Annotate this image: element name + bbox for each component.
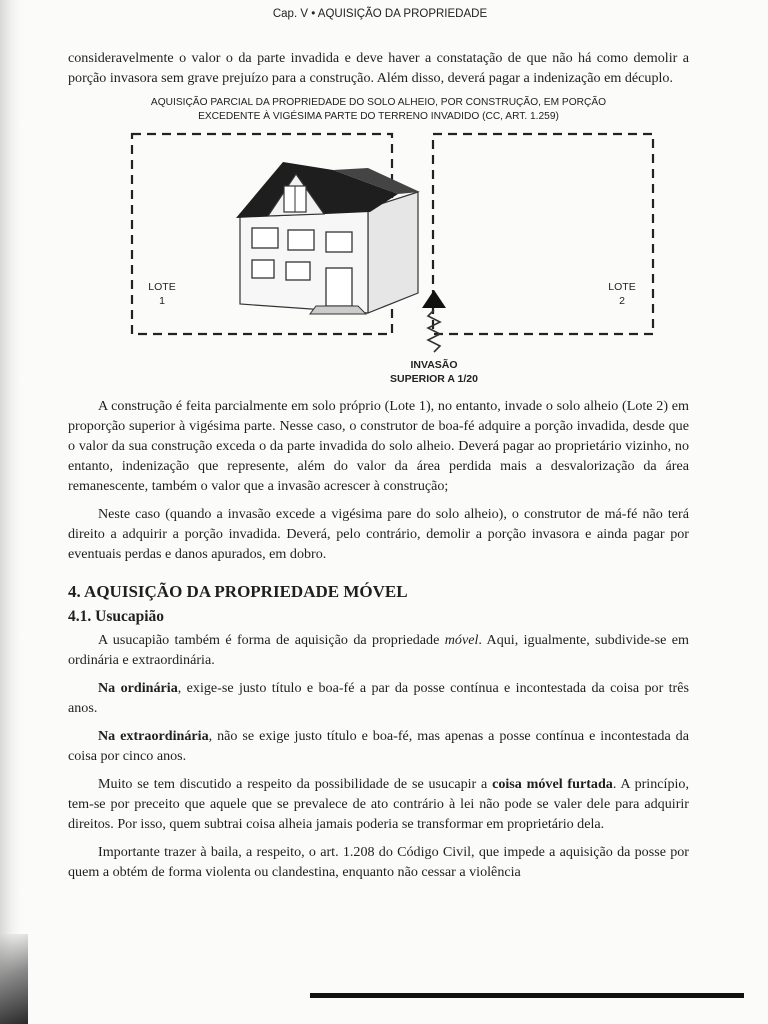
lot-1-label-text: LOTE xyxy=(148,281,176,293)
usucapiao-text-b: . Aqui, igualmente, subdivide-se em ordinária e extraordinária. xyxy=(68,632,689,668)
usucapiao-text-a: A usucapião também é forma de aquisição da propriedade xyxy=(98,632,445,648)
page-content xyxy=(68,48,689,882)
running-head: Cap. V • AQUISIÇÃO DA PROPRIEDADE xyxy=(272,8,488,20)
lot-2-label xyxy=(602,280,642,308)
extraordinaria-text: , não se exige justo título e boa-fé, mas apenas a posse contínua e incontestada da coisa por cinco anos. xyxy=(68,728,689,764)
invasion-label xyxy=(354,358,514,386)
subsection-heading: 4.1. Usucapião xyxy=(68,608,165,625)
paragraph-bad-faith: Neste caso (quando a invasão excede a vigésima pare do solo alheio), o construtor de má-fé não terá direito a adquirir a porção invadida. Deverá, pelo contrário, demolir a porção invasora e ainda pagar por eventuais perdas e danos apurados, em dobro. xyxy=(68,506,689,562)
paragraph-coisa-furtada xyxy=(68,774,689,834)
figure-caption-line-2: EXCEDENTE À VIGÉSIMA PARTE DO TERRENO INVADIDO (CC, ART. 1.259) xyxy=(198,111,559,122)
section-heading: 4. AQUISIÇÃO DA PROPRIEDADE MÓVEL xyxy=(68,582,408,601)
usucapiao-emphasis: móvel xyxy=(444,632,479,648)
lot-2-number: 2 xyxy=(619,295,625,307)
invasion-arrow-head xyxy=(422,290,446,308)
paragraph-usucapiao xyxy=(68,630,689,670)
figure-caption xyxy=(88,96,669,124)
intro-paragraph: consideravelmente o valor o da parte invadida e deve haver a constatação de que não há como demolir a porção invasora sem grave prejuízo para a construção. Além disso, deverá pagar a indenização em décuplo. xyxy=(68,50,689,86)
paragraph-ordinaria xyxy=(68,678,689,718)
house-door xyxy=(326,268,352,306)
figure-caption-line-1: AQUISIÇÃO PARCIAL DA PROPRIEDADE DO SOLO ALHEIO, POR CONSTRUÇÃO, EM PORÇÃO xyxy=(150,97,607,108)
house-step xyxy=(310,306,366,314)
furtada-term: coisa móvel furtada xyxy=(492,776,613,792)
invasion-label-line-2: SUPERIOR A 1/20 xyxy=(390,373,478,385)
extraordinaria-term: Na extraordinária xyxy=(98,728,209,744)
invasion-arrow-stem xyxy=(428,310,440,352)
furtada-text-a: Muito se tem discutido a respeito da possibilidade de se usucapir a xyxy=(98,776,493,792)
house-window xyxy=(286,262,310,280)
house-window xyxy=(288,230,314,250)
paragraph-construction: A construção é feita parcialmente em solo próprio (Lote 1), no entanto, invade o solo alheio (Lote 2) em proporção superior à vigésima parte. Nesse caso, o construtor de boa-fé adquire a porção invadida, desde que o valor da sua construção exceda o da parte invadida do solo alheio. Deverá pagar ao proprietário vizinho, no entanto, indenização que represente, além do valor da área perdida mais a desvalorização da área remanescente, também o valor que a invasão acrescer à construção; xyxy=(68,398,689,494)
ordinaria-term: Na ordinária xyxy=(98,680,178,696)
house-window xyxy=(252,228,278,248)
ordinaria-text: , exige-se justo título e boa-fé a par da posse contínua e incontestada da coisa por três anos. xyxy=(68,680,689,716)
house-window xyxy=(326,232,352,252)
furtada-text-b: . A princípio, tem-se por preceito que aquele que se prevalece de ato contrário à lei não pode se valer dele para adquirir direitos. Por isso, quem subtrai coisa alheia jamais poderia se transformar em proprietário dela. xyxy=(68,776,689,832)
house-window xyxy=(252,260,274,278)
lot-2-label-text: LOTE xyxy=(608,281,636,293)
house-drawing xyxy=(236,162,420,314)
lot-1-number: 1 xyxy=(159,295,165,307)
bottom-rule xyxy=(310,993,744,998)
house-side-wall xyxy=(368,192,418,313)
lot-invasion-diagram xyxy=(68,128,689,390)
page-corner-shadow xyxy=(0,934,28,1024)
diagram-svg xyxy=(68,128,689,390)
invasion-label-line-1: INVASÃO xyxy=(410,359,458,371)
lot-1-label xyxy=(142,280,182,308)
paragraph-extraordinaria xyxy=(68,726,689,766)
paragraph-art-1208: Importante trazer à baila, a respeito, o art. 1.208 do Código Civil, que impede a aquisição da posse por quem a obtém de forma violenta ou clandestina, enquanto não cessar a violência xyxy=(68,844,689,880)
page-spine-shadow xyxy=(0,0,22,1024)
